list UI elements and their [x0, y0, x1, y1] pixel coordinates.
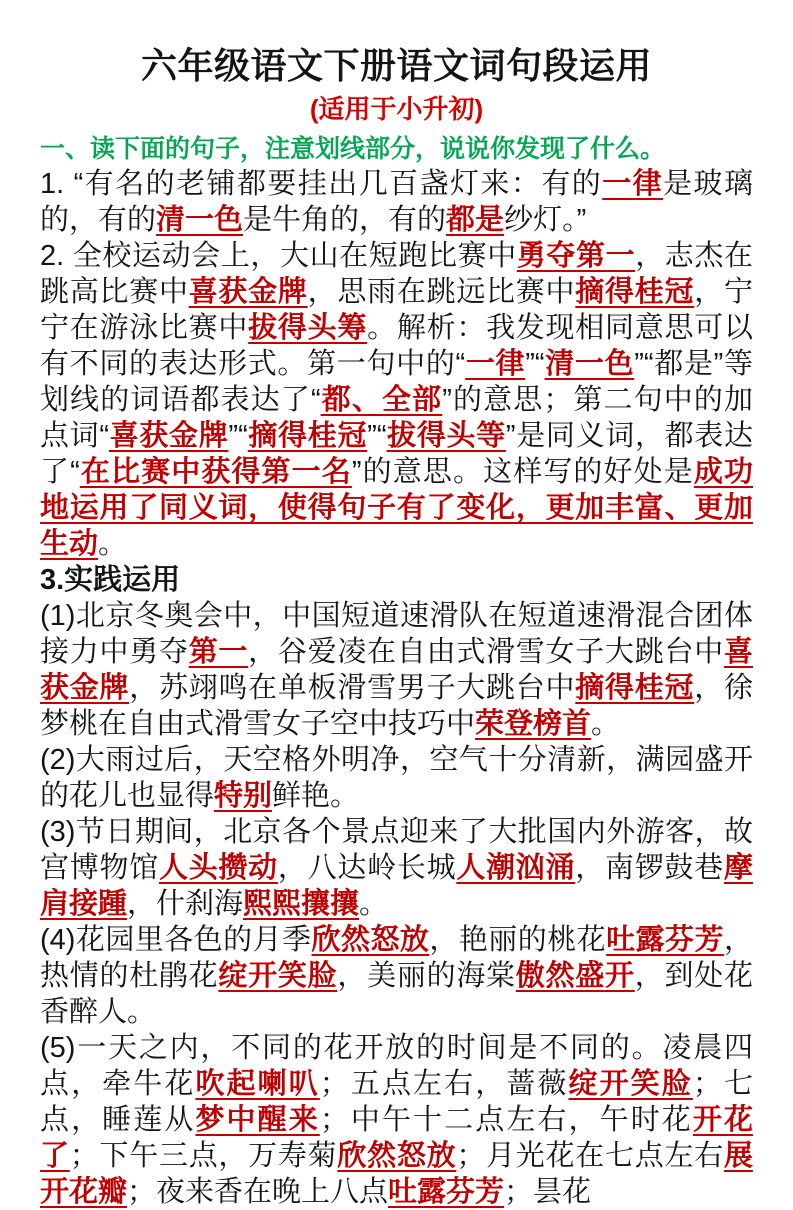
- highlighted-term: 熙熙攘攘: [243, 888, 360, 920]
- text-segment: ，什刹海: [127, 888, 244, 920]
- text-segment: ，谷爱凌在自由式滑雪女子大跳台中: [248, 636, 724, 668]
- page-title: 六年级语文下册语文词句段运用: [140, 45, 652, 86]
- highlighted-term: 傲然盛开: [515, 960, 635, 992]
- practice-item-2: [40, 742, 753, 814]
- text-segment: (2)大雨过后，天空格外明净，空气十分清新，满园盛开的花儿也显得: [40, 744, 753, 812]
- highlighted-term: 人潮汹涌: [456, 852, 576, 884]
- highlighted-term: 一律: [465, 348, 526, 380]
- text-segment: 。: [591, 708, 621, 740]
- highlighted-term: 喜获金牌: [188, 276, 308, 308]
- text-segment: ；昙花: [504, 1176, 592, 1208]
- text-segment: ，到处花香醉人。: [40, 960, 753, 1028]
- highlighted-term: 绽开笑脸: [218, 960, 338, 992]
- text-segment: 鲜艳。: [272, 780, 360, 812]
- highlighted-term: 喜获金牌: [109, 420, 229, 452]
- text-segment: ，美丽的海棠: [337, 960, 516, 992]
- highlighted-term: 摘得桂冠: [575, 276, 695, 308]
- highlighted-term: 清一色: [544, 348, 635, 380]
- sentence-example-1: [40, 166, 753, 238]
- highlighted-term: 摘得桂冠: [247, 420, 368, 452]
- highlighted-term: 喜获金牌: [40, 636, 753, 704]
- document-body: [40, 166, 753, 1210]
- text-segment: (5)一天之内，不同的花开放的时间是不同的。凌晨四点，牵牛花: [40, 1032, 753, 1100]
- highlighted-term: 清一色: [156, 204, 244, 236]
- practice-heading: [40, 562, 753, 598]
- highlighted-term: 吐露芬芳: [388, 1176, 505, 1208]
- text-segment: (1)北京冬奥会中，中国短道速滑队在短道速滑混合团体接力中勇夺: [40, 600, 753, 668]
- practice-item-3: [40, 814, 753, 922]
- practice-item-4: [40, 922, 753, 1030]
- highlighted-term: 在比赛中获得第一名: [79, 456, 352, 488]
- highlighted-term: 梦中醒来: [195, 1104, 320, 1136]
- text-segment: (4)花园里各色的月季: [40, 924, 312, 956]
- highlighted-term: 开花了: [40, 1104, 753, 1172]
- text-segment: ”“: [367, 420, 387, 452]
- text-segment: 。解析：我发现相同意思可以有不同的表达形式。第一句中的“: [40, 312, 753, 380]
- page-subtitle: (适用于小升初): [309, 94, 484, 124]
- text-segment: ”“都是”等划线的词语都表达了“: [40, 348, 753, 416]
- text-segment: ”的意思。这样写的好处是: [351, 456, 694, 488]
- text-segment: ，思雨在跳远比赛中: [307, 276, 576, 308]
- text-segment: ”“: [525, 348, 545, 380]
- highlighted-term: 摩肩接踵: [40, 852, 753, 920]
- text-segment: ；中午十二点左右，午时花: [319, 1104, 693, 1136]
- text-segment: 2. 全校运动会上，大山在短跑比赛中: [40, 240, 517, 272]
- sentence-example-2-with-analysis: [40, 238, 753, 562]
- highlighted-term: 勇夺第一: [516, 240, 636, 272]
- highlighted-term: 拔得头筹: [248, 312, 368, 344]
- highlighted-term: 绽开笑脸: [568, 1068, 693, 1100]
- text-segment: 。: [359, 888, 389, 920]
- highlighted-term: 欣然怒放: [311, 924, 430, 956]
- text-segment: ；七点，睡莲从: [40, 1068, 753, 1136]
- text-segment: ，苏翊鸣在单板滑雪男子大跳台中: [129, 672, 576, 704]
- highlighted-term: 欣然怒放: [337, 1140, 457, 1172]
- highlighted-term: 展开花瓣: [40, 1140, 753, 1208]
- text-segment: ，徐梦桃在自由式滑雪女子空中技巧中: [40, 672, 753, 740]
- highlighted-term: 都、全部: [320, 384, 443, 416]
- text-segment: ，八达岭长城: [277, 852, 457, 884]
- highlighted-term: 一律: [602, 168, 664, 200]
- text-segment: ，艳丽的桃花: [429, 924, 607, 956]
- practice-item-1: [40, 598, 753, 742]
- highlighted-term: 吐露芬芳: [606, 924, 724, 956]
- text-segment: ；五点左右，蔷薇: [319, 1068, 569, 1100]
- text-segment: (3)节日期间，北京各个景点迎来了大批国内外游客，故宫博物馆: [40, 816, 753, 884]
- highlighted-term: 人头攒动: [158, 852, 278, 884]
- text-segment: ，宁宁在游泳比赛中: [40, 276, 753, 344]
- text-segment: 1. “有名的老铺都要挂出几百盏灯来：有的: [40, 168, 603, 200]
- text-segment: ，南锣鼓巷: [575, 852, 724, 884]
- text-segment: ；夜来香在晚上八点: [127, 1176, 389, 1208]
- text-segment: 3.实践运用: [40, 564, 181, 596]
- highlighted-term: 吹起喇叭: [195, 1068, 320, 1100]
- highlighted-term: 特别: [214, 780, 273, 812]
- highlighted-term: 都是: [446, 204, 505, 236]
- text-segment: ；月光花在七点左右: [456, 1140, 724, 1172]
- text-segment: ，志杰在跳高比赛中: [40, 240, 753, 308]
- highlighted-term: 成功地运用了同义词，使得句子有了变化，更加丰富、更加生动: [40, 456, 753, 560]
- highlighted-term: 摘得桂冠: [575, 672, 695, 704]
- text-segment: ”是同义词，都表达了“: [40, 420, 753, 488]
- section-1-heading: 一、读下面的句子，注意划线部分，说说你发现了什么。: [40, 135, 666, 163]
- highlighted-term: 拔得头等: [386, 420, 506, 452]
- highlighted-term: 荣登榜首: [475, 708, 592, 740]
- text-segment: ”“: [228, 420, 248, 452]
- text-segment: ”的意思；第二句中的加点词“: [40, 384, 753, 452]
- text-segment: 。: [98, 528, 128, 560]
- text-segment: ；下午三点，万寿菊: [69, 1140, 338, 1172]
- text-segment: 纱灯。”: [504, 204, 587, 236]
- text-segment: 是牛角的，有的: [243, 204, 447, 236]
- text-segment: 是玻璃的，有的: [40, 168, 753, 236]
- practice-item-5: [40, 1030, 753, 1210]
- text-segment: ，热情的杜鹃花: [40, 924, 753, 992]
- highlighted-term: 第一: [188, 636, 249, 668]
